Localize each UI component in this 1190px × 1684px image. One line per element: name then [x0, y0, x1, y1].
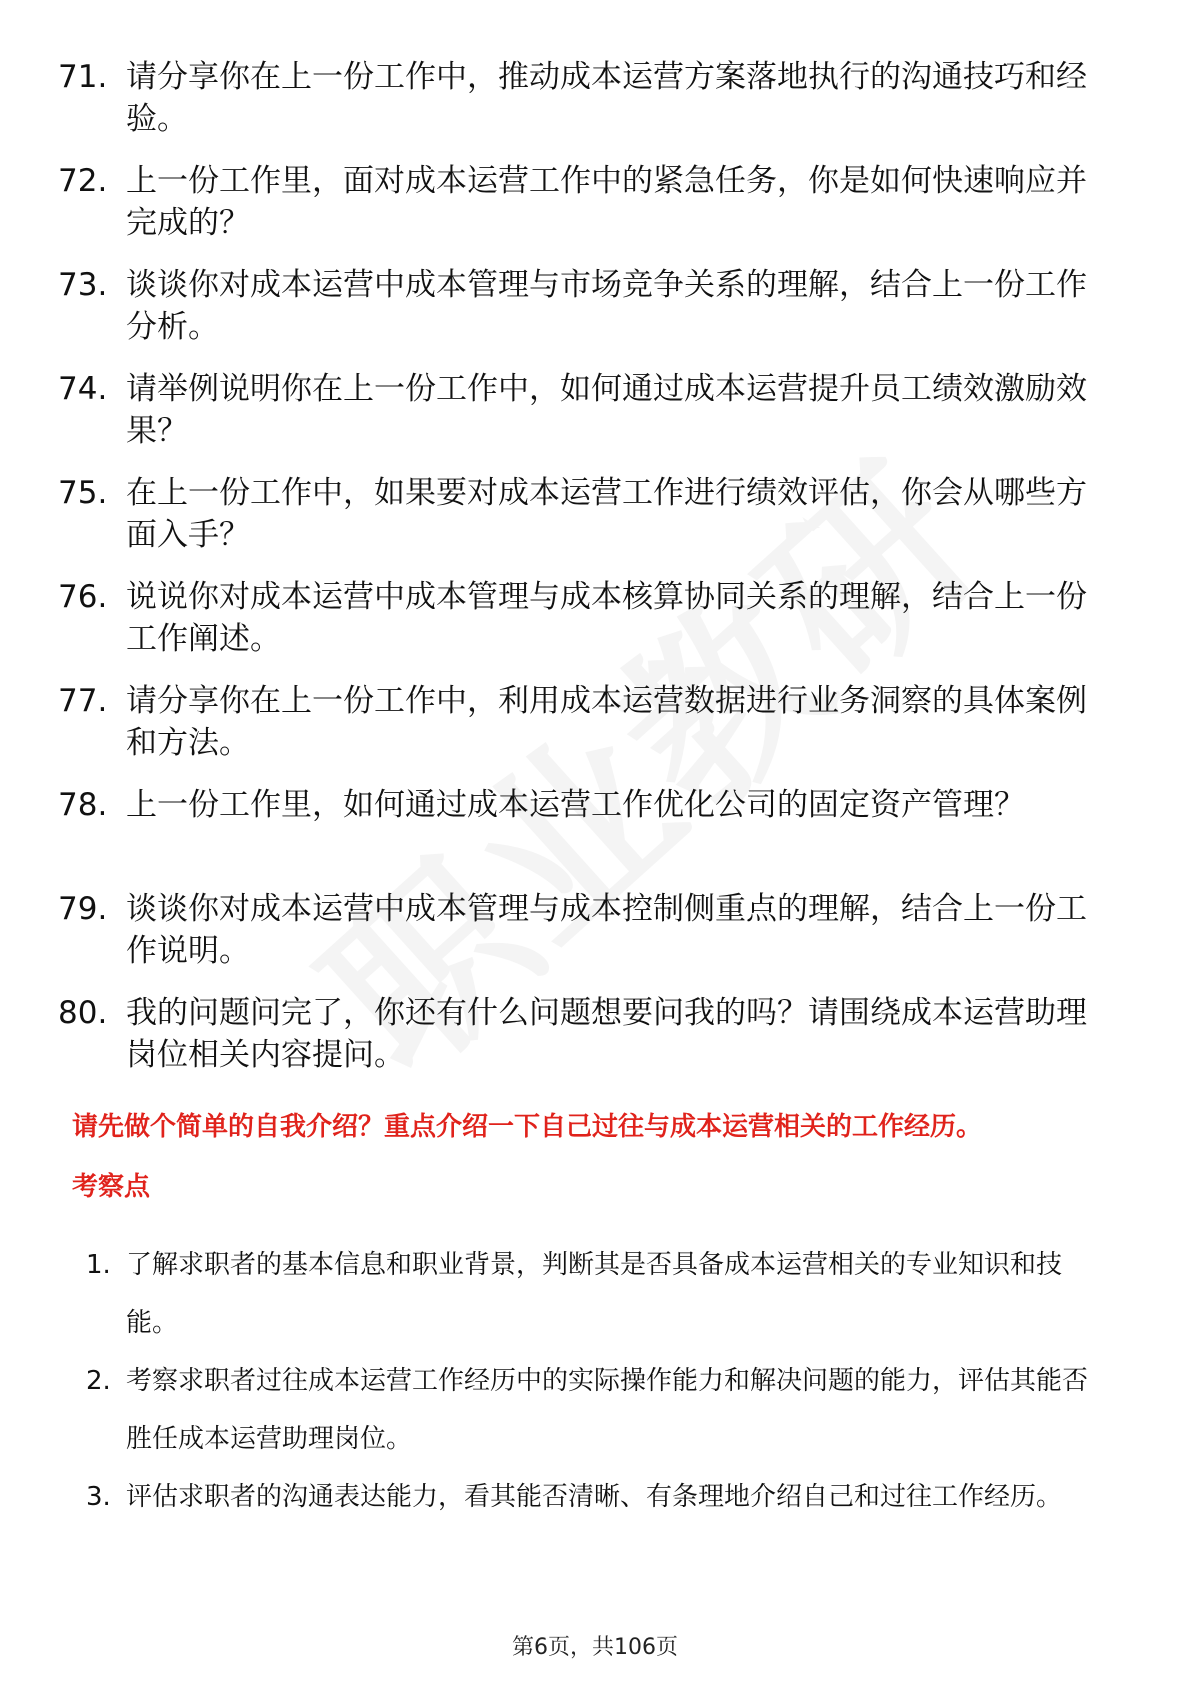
question-list — [0, 56, 1190, 1096]
page-footer: 第6页，共106页 — [512, 1635, 678, 1660]
question-text: 谈谈你对成本运营中成本管理与市场竞争关系的理解，结合上一份工作分析。 — [126, 267, 1087, 345]
point-text: 考察求职者过往成本运营工作经历中的实际操作能力和解决问题的能力，评估其能否胜任成本运营助理岗位。 — [126, 1366, 1089, 1454]
question-item — [0, 368, 1190, 452]
evaluation-point — [0, 1352, 1190, 1468]
question-number: 76. — [58, 579, 108, 615]
question-number: 74. — [58, 371, 108, 407]
question-number: 72. — [58, 163, 108, 199]
question-text: 上一份工作里，如何通过成本运营工作优化公司的固定资产管理？ — [126, 787, 1025, 823]
question-number: 79. — [58, 891, 108, 927]
question-text: 请分享你在上一份工作中，推动成本运营方案落地执行的沟通技巧和经验。 — [126, 59, 1087, 137]
question-text: 谈谈你对成本运营中成本管理与成本控制侧重点的理解，结合上一份工作说明。 — [126, 891, 1087, 969]
question-text: 上一份工作里，面对成本运营工作中的紧急任务，你是如何快速响应并完成的？ — [126, 163, 1087, 241]
question-number: 77. — [58, 683, 108, 719]
question-text: 在上一份工作中，如果要对成本运营工作进行绩效评估，你会从哪些方面入手？ — [126, 475, 1087, 553]
evaluation-point — [0, 1468, 1190, 1526]
point-text: 了解求职者的基本信息和职业背景，判断其是否具备成本运营相关的专业知识和技能。 — [126, 1250, 1063, 1338]
question-text: 说说你对成本运营中成本管理与成本核算协同关系的理解，结合上一份工作阐述。 — [126, 579, 1087, 657]
question-item — [0, 56, 1190, 140]
question-number: 78. — [58, 787, 108, 823]
question-item — [0, 472, 1190, 556]
point-number: 2. — [86, 1366, 111, 1396]
question-item — [0, 576, 1190, 660]
point-text: 评估求职者的沟通表达能力，看其能否清晰、有条理地介绍自己和过往工作经历。 — [126, 1482, 1063, 1512]
point-number: 3. — [86, 1482, 111, 1512]
point-number: 1. — [86, 1250, 111, 1280]
section-heading: 考察点 — [72, 1172, 151, 1202]
question-item — [0, 264, 1190, 348]
question-item — [0, 992, 1190, 1076]
question-item — [0, 888, 1190, 972]
question-number: 75. — [58, 475, 108, 511]
question-text: 请举例说明你在上一份工作中，如何通过成本运营提升员工绩效激励效果？ — [126, 371, 1087, 449]
evaluation-points-list — [0, 1236, 1190, 1526]
question-number: 80. — [58, 995, 108, 1031]
question-item — [0, 160, 1190, 244]
question-number: 73. — [58, 267, 108, 303]
evaluation-point — [0, 1236, 1190, 1352]
question-text: 请分享你在上一份工作中，利用成本运营数据进行业务洞察的具体案例和方法。 — [126, 683, 1087, 761]
question-item — [0, 784, 1190, 868]
question-item — [0, 680, 1190, 764]
question-number: 71. — [58, 59, 108, 95]
main-question: 请先做个简单的自我介绍？重点介绍一下自己过往与成本运营相关的工作经历。 — [72, 1112, 983, 1142]
question-text: 我的问题问完了，你还有什么问题想要问我的吗？请围绕成本运营助理岗位相关内容提问。 — [126, 995, 1087, 1073]
